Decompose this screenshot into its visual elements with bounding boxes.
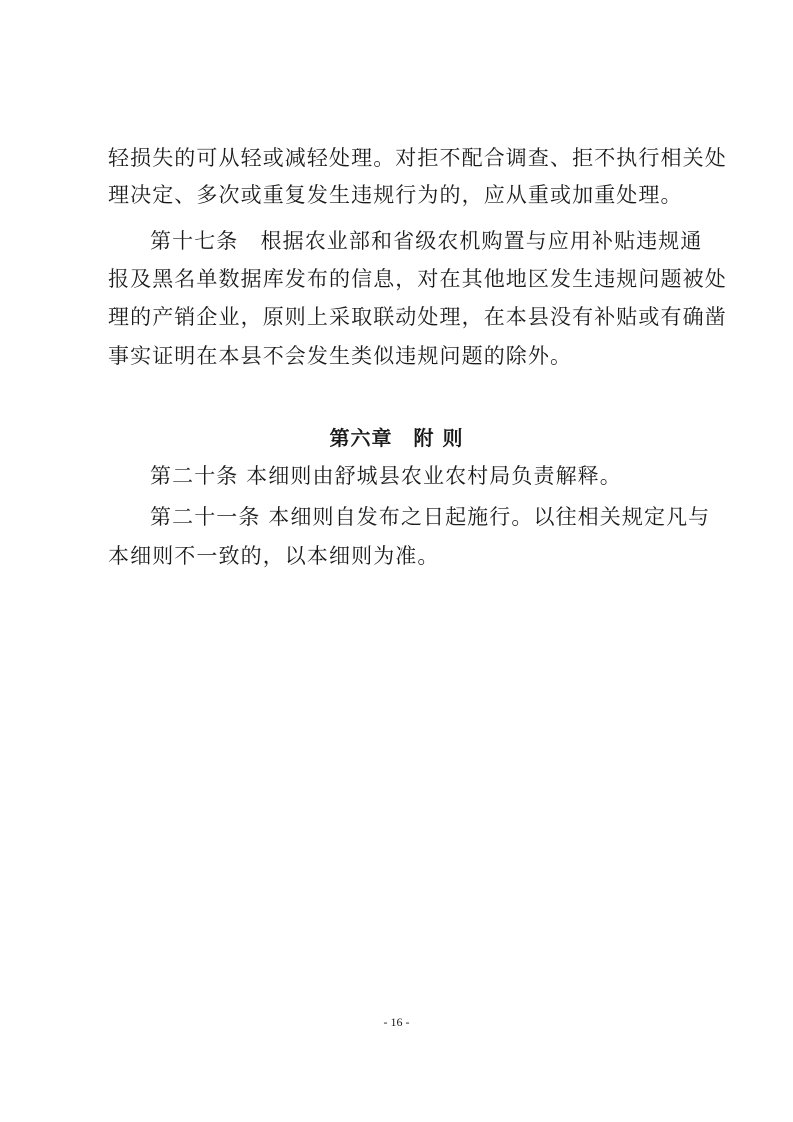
article-21-line: 第二十一条 本细则自发布之日起施行。以往相关规定凡与: [150, 505, 711, 529]
article-17-line: 事实证明在本县不会发生类似违规问题的除外。: [108, 344, 573, 368]
article-20-line: 第二十条 本细则由舒城县农业农村局负责解释。: [150, 464, 622, 488]
chapter-heading: 第六章 附 则: [329, 426, 464, 450]
article-21-line: 本细则不一致的，以本细则为准。: [108, 544, 440, 568]
article-17-line: 报及黑名单数据库发布的信息，对在其他地区发生违规问题被处: [108, 267, 727, 291]
article-17-line: 理的产销企业，原则上采取联动处理，在本县没有补贴或有确凿: [108, 305, 727, 329]
paragraph-line: 轻损失的可从轻或减轻处理。对拒不配合调查、拒不执行相关处: [108, 146, 727, 170]
page-number: - 16 -: [383, 1015, 410, 1029]
article-17-line: 第十七条 根据农业部和省级农机购置与应用补贴违规通: [150, 229, 703, 253]
paragraph-line: 理决定、多次或重复发生违规行为的，应从重或加重处理。: [108, 183, 683, 207]
